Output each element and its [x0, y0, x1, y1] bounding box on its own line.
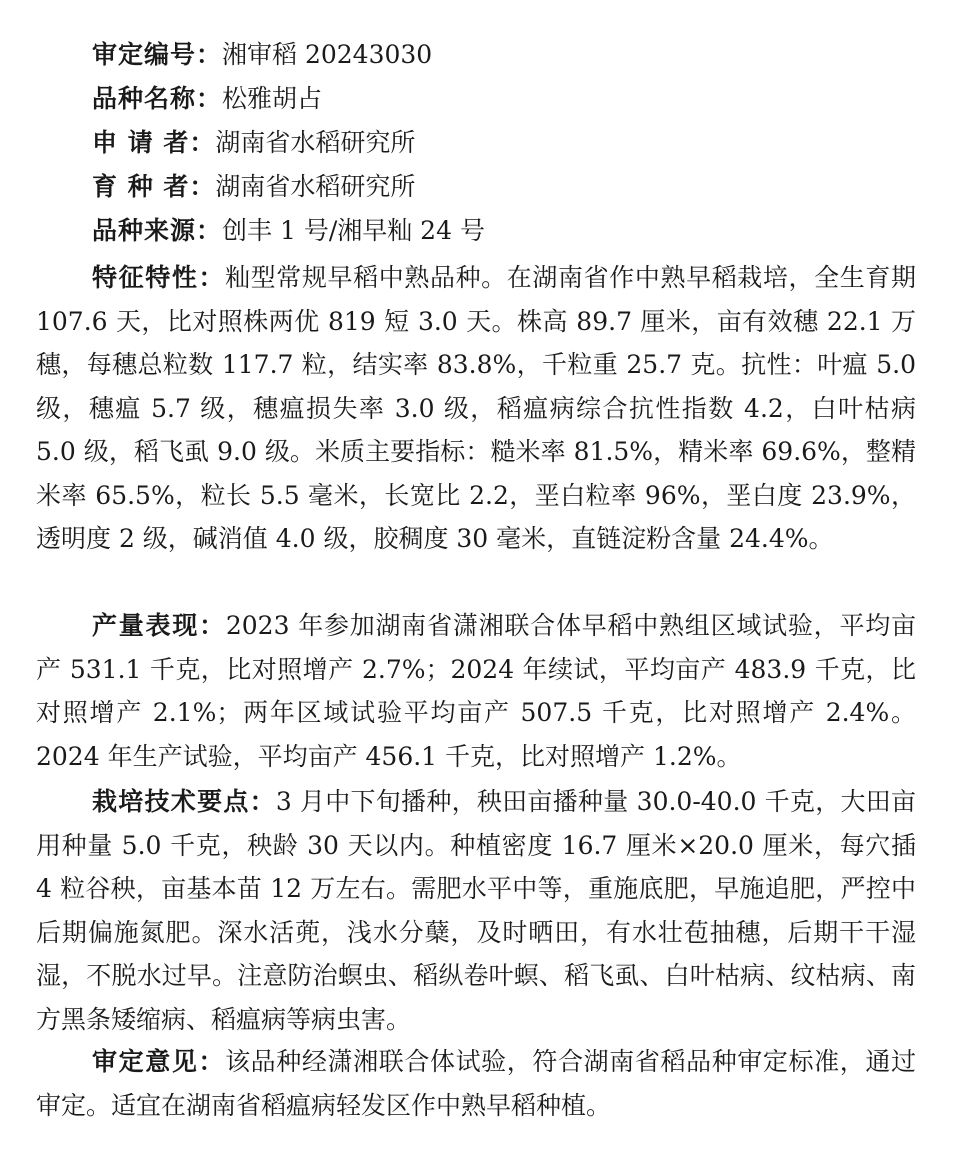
characteristics-paragraph	[36, 256, 916, 561]
opinion-label: 审定意见：	[92, 1047, 226, 1076]
variety-source-label: 品种来源：	[92, 216, 223, 245]
characteristics-label: 特征特性：	[92, 263, 226, 292]
cultivation-text: 3 月中下旬播种，秧田亩播种量 30.0-40.0 千克，大田亩用种量 5.0 千克，秧龄 30 天以内。种植密度 16.7 厘米×20.0 厘米，每穴插 4 粒谷秧，亩基本苗 12 万左右。需肥水平中等，重施底肥，早施追肥，严控中后期偏施氮肥。深水活蔸，浅水分蘖，及时晒田，有水壮苞抽穗，后期干干湿湿，不脱水过早。注意防治螟虫、稻纵卷叶螟、稻飞虱、白叶枯病、纹枯病、南方黑条矮缩病、稻瘟病等病虫害。	[36, 787, 916, 1034]
applicant-line	[92, 126, 415, 160]
yield-text: 2023 年参加湖南省潇湘联合体早稻中熟组区域试验，平均亩产 531.1 千克，比对照增产 2.7%；2024 年续试，平均亩产 483.9 千克，比对照增产 2.1%；两年区域试验平均亩产 507.5 千克，比对照增产 2.4%。2024 年生产试验，平均亩产 456.1 千克，比对照增产 1.2%。	[36, 611, 916, 771]
variety-name-label: 品种名称：	[92, 84, 223, 113]
applicant-value: 湖南省水稻研究所	[215, 128, 416, 157]
yield-paragraph	[36, 604, 916, 778]
applicant-label: 申 请 者：	[92, 128, 216, 157]
breeder-value: 湖南省水稻研究所	[215, 172, 416, 201]
variety-name-value: 松雅胡占	[222, 84, 323, 113]
yield-label: 产量表现：	[92, 611, 226, 640]
opinion-text: 该品种经潇湘联合体试验，符合湖南省稻品种审定标准，通过审定。适宜在湖南省稻瘟病轻发区作中熟早稻种植。	[36, 1047, 916, 1120]
characteristics-text: 籼型常规早稻中熟品种。在湖南省作中熟早稻栽培，全生育期 107.6 天，比对照株两优 819 短 3.0 天。株高 89.7 厘米，亩有效穗 22.1 万穗，每穗总粒数 117.7 粒，结实率 83.8%，千粒重 25.7 克。抗性：叶瘟 5.0 级，穗瘟 5.7 级，穗瘟损失率 3.0 级，稻瘟病综合抗性指数 4.2，白叶枯病 5.0 级，稻飞虱 9.0 级。米质主要指标：糙米率 81.5%，精米率 69.6%，整精米率 65.5%，粒长 5.5 毫米，长宽比 2.2，垩白粒率 96%，垩白度 23.9%，透明度 2 级，碱消值 4.0 级，胶稠度 30 毫米，直链淀粉含量 24.4%。	[36, 263, 916, 553]
approval-number-value: 湘审稻 20243030	[222, 40, 433, 69]
breeder-line	[92, 170, 415, 204]
variety-source-value: 创丰 1 号/湘早籼 24 号	[222, 216, 485, 245]
breeder-label: 育 种 者：	[92, 172, 216, 201]
variety-source-line	[92, 214, 485, 248]
approval-number-line	[92, 38, 432, 72]
cultivation-label: 栽培技术要点：	[92, 787, 276, 816]
variety-name-line	[92, 82, 322, 116]
opinion-paragraph	[36, 1040, 916, 1127]
cultivation-paragraph	[36, 780, 916, 1041]
approval-number-label: 审定编号：	[92, 40, 223, 69]
